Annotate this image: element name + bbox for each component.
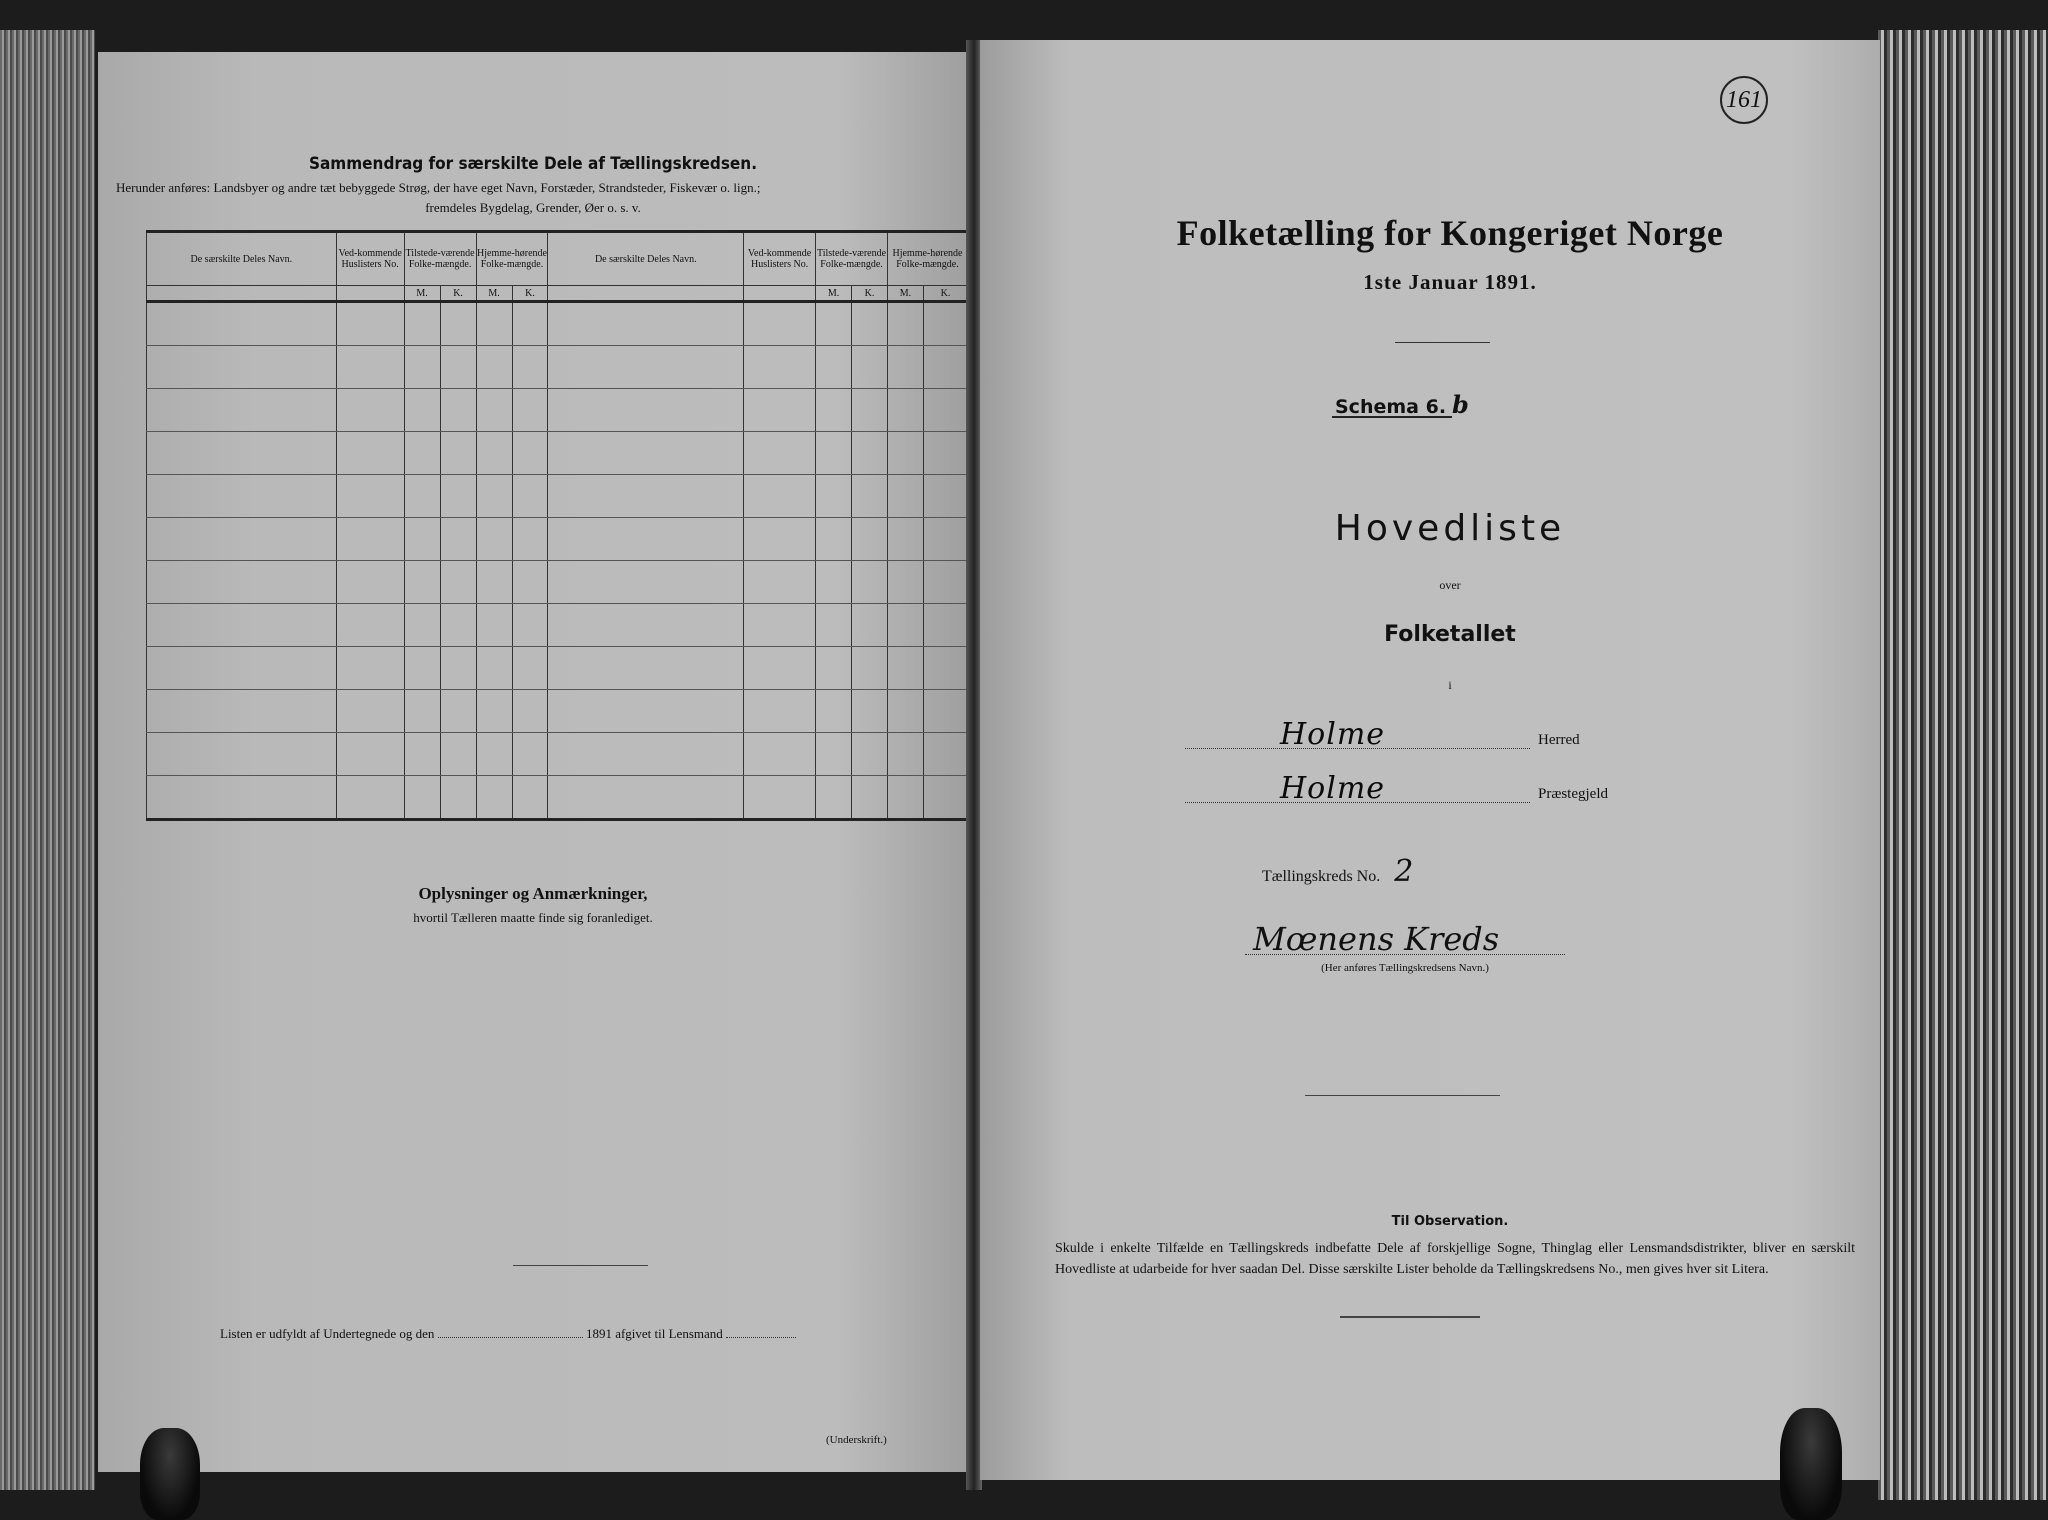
table-cell bbox=[476, 518, 512, 561]
summary-table bbox=[146, 230, 968, 821]
date-blank bbox=[438, 1337, 583, 1338]
table-cell bbox=[476, 776, 512, 820]
table-cell bbox=[336, 518, 404, 561]
table-cell bbox=[923, 561, 967, 604]
divider-line bbox=[513, 1265, 648, 1266]
table-cell bbox=[548, 346, 744, 389]
table-cell bbox=[816, 346, 852, 389]
i-text: i bbox=[1448, 678, 1452, 692]
table-cell bbox=[548, 432, 744, 475]
table-cell bbox=[404, 389, 440, 432]
table-cell bbox=[476, 346, 512, 389]
observation-title: Til Observation. bbox=[1391, 1214, 1509, 1229]
table-cell bbox=[336, 302, 404, 346]
schema-label bbox=[1335, 390, 1469, 419]
table-cell bbox=[887, 776, 923, 820]
table-cell bbox=[887, 733, 923, 776]
completion-prefix: Listen er udfyldt af Undertegnede og den bbox=[220, 1326, 435, 1341]
table-cell bbox=[476, 690, 512, 733]
table-cell bbox=[404, 346, 440, 389]
table-cell bbox=[744, 604, 816, 647]
header-m: M. bbox=[476, 286, 512, 302]
table-cell bbox=[548, 475, 744, 518]
table-cell bbox=[440, 475, 476, 518]
table-cell bbox=[923, 647, 967, 690]
table-cell bbox=[512, 302, 548, 346]
table-cell bbox=[816, 733, 852, 776]
table-cell bbox=[852, 733, 888, 776]
table-cell bbox=[336, 389, 404, 432]
table-cell bbox=[744, 432, 816, 475]
table-cell bbox=[816, 561, 852, 604]
table-cell bbox=[512, 647, 548, 690]
table-cell bbox=[336, 647, 404, 690]
summary-subtitle-2: fremdeles Bygdelag, Grender, Øer o. s. v. bbox=[425, 200, 641, 215]
table-cell bbox=[336, 561, 404, 604]
table-cell bbox=[923, 389, 967, 432]
table-cell bbox=[512, 389, 548, 432]
table-cell bbox=[404, 776, 440, 820]
table-cell bbox=[147, 518, 337, 561]
page-number-stamp: 161 bbox=[1720, 76, 1768, 124]
table-cell bbox=[548, 776, 744, 820]
table-cell bbox=[147, 432, 337, 475]
header-k: K. bbox=[440, 286, 476, 302]
table-cell bbox=[744, 561, 816, 604]
table-cell bbox=[404, 690, 440, 733]
table-cell bbox=[887, 518, 923, 561]
table-cell bbox=[852, 776, 888, 820]
table-row bbox=[147, 518, 968, 561]
table-cell bbox=[476, 604, 512, 647]
table-cell bbox=[887, 389, 923, 432]
table-cell bbox=[923, 776, 967, 820]
table-cell bbox=[476, 647, 512, 690]
summary-subtitle-1: Herunder anføres: Landsbyer og andre tæt bebyggede Strøg, der have eget Navn, Forstæder, Strandsteder, Fiskevær o. lign.; bbox=[116, 180, 761, 195]
table-cell bbox=[548, 302, 744, 346]
table-cell bbox=[147, 346, 337, 389]
table-cell bbox=[852, 561, 888, 604]
table-cell bbox=[744, 518, 816, 561]
table-cell bbox=[440, 690, 476, 733]
left-page bbox=[98, 52, 968, 1472]
summary-title: Sammendrag for særskilte Dele af Tællingskredsen. bbox=[308, 154, 758, 174]
table-cell bbox=[476, 475, 512, 518]
herred-label: Herred bbox=[1538, 732, 1580, 748]
table-cell bbox=[852, 647, 888, 690]
table-cell bbox=[852, 302, 888, 346]
header-k: K. bbox=[923, 286, 967, 302]
table-cell bbox=[923, 690, 967, 733]
table-cell bbox=[923, 302, 967, 346]
divider-line bbox=[1305, 1095, 1500, 1096]
table-cell bbox=[336, 690, 404, 733]
lensmand-blank bbox=[726, 1337, 796, 1338]
folketallet-heading: Folketallet bbox=[1384, 622, 1516, 647]
header-m: M. bbox=[404, 286, 440, 302]
header-hjemme-left: Hjemme-hørende Folke-mængde. bbox=[476, 232, 548, 286]
table-cell bbox=[744, 733, 816, 776]
table-cell bbox=[852, 432, 888, 475]
table-row bbox=[147, 733, 968, 776]
census-title: Folketælling for Kongeriget Norge bbox=[1176, 213, 1724, 253]
completion-suffix: afgivet til Lensmand bbox=[615, 1326, 723, 1341]
remarks-subtitle: hvortil Tælleren maatte finde sig foranlediget. bbox=[413, 910, 653, 925]
kreds-name-field bbox=[1245, 920, 1565, 958]
table-cell bbox=[923, 346, 967, 389]
kreds-number-handwritten: 2 bbox=[1394, 854, 1414, 889]
table-cell bbox=[816, 647, 852, 690]
signature-caption: (Underskrift.) bbox=[826, 1434, 887, 1446]
table-cell bbox=[887, 302, 923, 346]
table-cell bbox=[816, 690, 852, 733]
table-cell bbox=[512, 733, 548, 776]
table-cell bbox=[852, 389, 888, 432]
table-cell bbox=[816, 518, 852, 561]
table-cell bbox=[404, 475, 440, 518]
main-heading: Hovedliste bbox=[1334, 508, 1566, 549]
table-cell bbox=[476, 561, 512, 604]
divider-line bbox=[1340, 1316, 1480, 1318]
completion-year: 1891 bbox=[585, 1326, 612, 1341]
table-cell bbox=[744, 690, 816, 733]
table-cell bbox=[336, 776, 404, 820]
table-cell bbox=[440, 776, 476, 820]
right-page-edges bbox=[1878, 30, 2048, 1500]
table-cell bbox=[887, 475, 923, 518]
table-cell bbox=[512, 561, 548, 604]
table-cell bbox=[336, 604, 404, 647]
table-cell bbox=[476, 733, 512, 776]
observation-text: Skulde i enkelte Tilfælde en Tællingskreds indbefatte Dele af forskjellige Sogne, Thinglag eller Lensmandsdistrikter, bliver en særskilt Hovedliste at udarbeide for hver saadan Del. Disse særskilte Lister beholde da Tællingskredsens No., men gives hver sit Litera. bbox=[1055, 1241, 1855, 1277]
table-cell bbox=[512, 604, 548, 647]
table-cell bbox=[816, 389, 852, 432]
table-cell bbox=[404, 518, 440, 561]
table-cell bbox=[336, 432, 404, 475]
table-cell bbox=[852, 604, 888, 647]
header-m: M. bbox=[887, 286, 923, 302]
table-cell bbox=[476, 302, 512, 346]
header-tilstede-right: Tilstede-værende Folke-mængde. bbox=[816, 232, 888, 286]
table-cell bbox=[440, 733, 476, 776]
left-thumb bbox=[140, 1428, 200, 1520]
table-cell bbox=[923, 475, 967, 518]
table-cell bbox=[744, 776, 816, 820]
table-cell bbox=[440, 561, 476, 604]
table-cell bbox=[440, 518, 476, 561]
schema-text: Schema 6. bbox=[1335, 396, 1447, 418]
table-cell bbox=[336, 475, 404, 518]
table-cell bbox=[816, 604, 852, 647]
table-cell bbox=[548, 604, 744, 647]
table-cell bbox=[476, 432, 512, 475]
table-cell bbox=[147, 690, 337, 733]
table-cell bbox=[548, 647, 744, 690]
header-k: K. bbox=[512, 286, 548, 302]
table-cell bbox=[147, 302, 337, 346]
kreds-name-caption: (Her anføres Tællingskredsens Navn.) bbox=[1321, 962, 1489, 974]
table-cell bbox=[744, 302, 816, 346]
left-page-edges bbox=[0, 30, 95, 1490]
table-cell bbox=[744, 346, 816, 389]
table-cell bbox=[548, 690, 744, 733]
schema-underline bbox=[1332, 416, 1452, 418]
table-cell bbox=[887, 647, 923, 690]
table-cell bbox=[816, 776, 852, 820]
header-huslister-right: Ved-kommende Huslisters No. bbox=[744, 232, 816, 286]
table-row bbox=[147, 389, 968, 432]
table-row bbox=[147, 604, 968, 647]
table-cell bbox=[147, 647, 337, 690]
kreds-label: Tællingskreds No. bbox=[1262, 868, 1381, 885]
herred-handwritten: Holme bbox=[1280, 717, 1386, 752]
kreds-name-handwritten: Mœnens Kreds bbox=[1253, 920, 1500, 958]
table-cell bbox=[336, 346, 404, 389]
table-cell bbox=[476, 389, 512, 432]
prestegjeld-field bbox=[1185, 771, 1655, 806]
table-row bbox=[147, 647, 968, 690]
short-divider bbox=[1395, 342, 1490, 343]
completion-statement bbox=[220, 1326, 796, 1342]
kreds-number-field bbox=[1262, 854, 1413, 889]
table-row bbox=[147, 432, 968, 475]
table-cell bbox=[404, 432, 440, 475]
prestegjeld-handwritten: Holme bbox=[1280, 771, 1386, 806]
table-cell bbox=[887, 432, 923, 475]
table-cell bbox=[404, 302, 440, 346]
table-cell bbox=[404, 604, 440, 647]
header-k: K. bbox=[852, 286, 888, 302]
table-cell bbox=[440, 432, 476, 475]
table-cell bbox=[887, 346, 923, 389]
table-cell bbox=[852, 518, 888, 561]
census-date: 1ste Januar 1891. bbox=[1363, 270, 1537, 294]
table-cell bbox=[887, 690, 923, 733]
table-cell bbox=[744, 647, 816, 690]
table-row bbox=[147, 561, 968, 604]
table-cell bbox=[404, 647, 440, 690]
table-row bbox=[147, 475, 968, 518]
header-name-left: De særskilte Deles Navn. bbox=[147, 232, 337, 286]
table-cell bbox=[816, 475, 852, 518]
table-cell bbox=[923, 733, 967, 776]
table-cell bbox=[147, 389, 337, 432]
table-cell bbox=[744, 389, 816, 432]
table-cell bbox=[923, 432, 967, 475]
table-cell bbox=[548, 518, 744, 561]
table-cell bbox=[548, 561, 744, 604]
header-hjemme-right: Hjemme-hørende Folke-mængde. bbox=[887, 232, 967, 286]
schema-handwritten: b bbox=[1452, 390, 1469, 419]
table-cell bbox=[923, 518, 967, 561]
table-cell bbox=[147, 733, 337, 776]
table-cell bbox=[147, 604, 337, 647]
table-row bbox=[147, 346, 968, 389]
over-text: over bbox=[1439, 578, 1461, 592]
table-row bbox=[147, 776, 968, 820]
table-cell bbox=[404, 733, 440, 776]
header-tilstede-left: Tilstede-værende Folke-mængde. bbox=[404, 232, 476, 286]
table-cell bbox=[816, 432, 852, 475]
table-cell bbox=[548, 733, 744, 776]
table-row bbox=[147, 690, 968, 733]
prestegjeld-label: Præstegjeld bbox=[1538, 786, 1608, 802]
table-cell bbox=[512, 475, 548, 518]
herred-field bbox=[1185, 717, 1655, 752]
table-cell bbox=[887, 604, 923, 647]
table-row bbox=[147, 302, 968, 346]
table-cell bbox=[404, 561, 440, 604]
table-cell bbox=[512, 432, 548, 475]
table-cell bbox=[336, 733, 404, 776]
table-cell bbox=[512, 518, 548, 561]
header-huslister-left: Ved-kommende Huslisters No. bbox=[336, 232, 404, 286]
table-cell bbox=[512, 690, 548, 733]
table-cell bbox=[923, 604, 967, 647]
table-cell bbox=[440, 346, 476, 389]
table-cell bbox=[512, 776, 548, 820]
table-cell bbox=[887, 561, 923, 604]
table-cell bbox=[852, 475, 888, 518]
right-thumb bbox=[1780, 1408, 1842, 1520]
table-cell bbox=[852, 346, 888, 389]
header-name-right: De særskilte Deles Navn. bbox=[548, 232, 744, 286]
table-cell bbox=[147, 776, 337, 820]
header-m: M. bbox=[816, 286, 852, 302]
table-cell bbox=[548, 389, 744, 432]
table-cell bbox=[440, 302, 476, 346]
table-cell bbox=[147, 561, 337, 604]
table-cell bbox=[852, 690, 888, 733]
table-cell bbox=[440, 389, 476, 432]
table-cell bbox=[147, 475, 337, 518]
table-cell bbox=[816, 302, 852, 346]
remarks-title: Oplysninger og Anmærkninger, bbox=[418, 884, 648, 903]
table-cell bbox=[744, 475, 816, 518]
table-cell bbox=[512, 346, 548, 389]
table-cell bbox=[440, 604, 476, 647]
table-cell bbox=[440, 647, 476, 690]
